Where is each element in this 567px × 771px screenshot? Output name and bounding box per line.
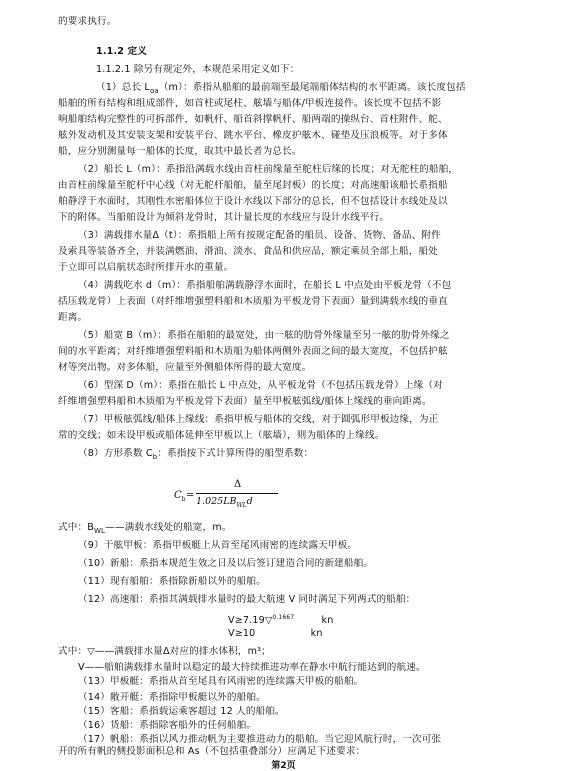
text-line: V——船舶满载排水量时以稳定的最大持续推进功率在静水中航行能达到的航速。 xyxy=(78,662,426,673)
text-line: （14）敞开艇：系指除甲板艇以外的船舶。 xyxy=(78,692,266,703)
section-heading: 1.1.2 定义 xyxy=(96,46,148,57)
page-number: 第2页 xyxy=(271,761,296,771)
text-line: 于立即可以启航状态时所排开水的重量。 xyxy=(58,262,234,273)
text-line: （13）甲板艇：系指从首至尾具有风雨密的连续露天甲板的船舶。 xyxy=(78,676,364,687)
text-line: 及索具等装备齐全，并装满燃油、滑油、淡水、食品和供应品，额定乘员全部上船，船处 xyxy=(58,246,439,257)
text-line: 材等突出物。对多体船，应量至外侧船体所得的最大宽度。 xyxy=(58,362,312,373)
block-coefficient-formula xyxy=(174,479,294,513)
speed-condition-1 xyxy=(228,612,428,627)
definition-overall-length xyxy=(96,82,518,97)
formula-denominator: $1.025LB_{WL}d$ xyxy=(196,496,253,509)
text-line: （5）船宽 B（m）：系指在船舶的最宽处，由一舷的肋骨外缘量至另一舷的肋骨外缘之 xyxy=(78,330,450,341)
text-span: V≥7.19▽ xyxy=(228,615,273,627)
text-line: 开的所有帆的侧投影面积总和 As（不包括重叠部分）应满足下述要求： xyxy=(58,746,366,757)
text-line: 船，应分别测量每一船体的长度，取其中最长者为总长。 xyxy=(58,146,302,157)
text-span: （1）总长 L xyxy=(96,82,150,93)
formula-numerator: Δ xyxy=(234,479,242,490)
text-line: 距离。 xyxy=(58,312,88,323)
text-span: ：系指按下式计算所得的船型系数： xyxy=(157,448,314,459)
text-span: ——满载水线处的船宽，m。 xyxy=(105,522,232,533)
formula-equals: = xyxy=(186,490,195,501)
text-line: （4）满载吃水 d（m）：系指船舶满载静浮水面时，在船长 L 中点处由平板龙骨（不包 xyxy=(78,280,452,291)
text-line: 1.1.2.1 除另有规定外，本规范采用定义如下： xyxy=(96,64,300,75)
text-line: 舶静浮于水面时，其刚性水密船体位于设计水线以下部分的总长，但不包括设计水线处及以 xyxy=(58,196,448,207)
definition-block-coefficient xyxy=(78,448,518,463)
text-line: （11）现有船舶：系指除新船以外的船舶。 xyxy=(78,576,266,587)
text-line: 的要求执行。 xyxy=(58,16,117,27)
text-line: （16）货船：系指除客船外的任何船舶。 xyxy=(78,720,257,731)
text-span: V≥10 xyxy=(228,628,256,639)
text-span: （m）：系指从船舶的最前端至最尾端船体结构的水平距离。该长度包括 xyxy=(158,82,466,93)
text-line: （15）客船：系指载运乘客超过 12 人的船舶。 xyxy=(78,706,285,717)
text-line: （3）满载排水量Δ（t）：系指船上所有按规定配备的船员、设备、货物、备品、附件 xyxy=(78,230,441,241)
text-line: （9）干舷甲板：系指甲板艇上从首至尾风雨密的连续露天甲板。 xyxy=(78,540,358,551)
text-line: 响船舶结构完整性的可拆部件，如帆杆、船首斜撑帆杆、船两端的操纵台、首柱附件、舵、 xyxy=(58,114,448,125)
formula-legend: 式中：▽——满载排水量Δ对应的排水体积，m³； xyxy=(58,646,271,657)
subscript: oa xyxy=(149,86,159,95)
text-line: 间的水平距离；对纤维增强塑料船和木质船为船体两侧外表面之间的最大宽度，不包括护舷 xyxy=(58,346,448,357)
formula-lhs: $C_b$ xyxy=(174,490,186,503)
text-line: （7）甲板舷弧线/船体上缘线：系指甲板与船体的交线，对于圆弧形甲板边缘，为正 xyxy=(78,414,439,425)
unit-label: kn xyxy=(310,628,323,639)
fraction-bar xyxy=(196,493,278,494)
text-line: 括压载龙骨）上表面（对纤维增强塑料船和木质船为平板龙骨下表面）量到满载水线的垂直 xyxy=(58,296,448,307)
text-line: （17）帆船：系指以风力推动帆为主要推进动力的船舶。当它迎风航行时，一次可张 xyxy=(78,734,442,745)
text-line: （6）型深 D（m）：系指在船长 L 中点处，从平板龙骨（不包括压载龙骨）上缘（对 xyxy=(78,380,443,391)
subscript: b xyxy=(152,452,158,461)
text-line: 常的交线；如未设甲板或船体延伸至甲板以上（舷墙），则为船体的上缘线。 xyxy=(58,430,385,441)
speed-condition-2 xyxy=(228,628,428,640)
text-line: 由首柱前缘量至舵杆中心线（对无舵杆船舶，量至尾封板）的长度；对高速船该船长系指船 xyxy=(58,180,448,191)
subscript: WL xyxy=(93,526,106,535)
formula-legend xyxy=(58,522,518,537)
text-line: 舷外发动机及其安装支架和安装平台、跳水平台、橡皮护舷木、碰垫及压浪板等。对于多体 xyxy=(58,130,448,141)
text-span: 式中：B xyxy=(58,522,94,533)
text-line: （2）船长 L（m）：系指沿满载水线由首柱前缘量至舵柱后缘的长度；对无舵柱的船舶， xyxy=(78,164,459,175)
superscript: 0.1667 xyxy=(272,614,295,621)
text-line: 纤维增强塑料船和木质船为平板龙骨下表面）量至甲板舷弧线/船体上缘线的垂向距离。 xyxy=(58,396,432,407)
unit-label: kn xyxy=(321,615,334,627)
text-line: （12）高速船：系指其满载排水量时的最大航速 V 同时满足下列两式的船舶： xyxy=(78,594,416,605)
text-line: （10）新船：系指本规范生效之日及以后签订建造合同的新建船舶。 xyxy=(78,558,374,569)
text-line: 船舶的所有结构和组成部件，如首柱或尾柱、舷墙与船体/甲板连接件。该长度不包括不影 xyxy=(58,98,442,109)
text-span: （8）方形系数 C xyxy=(78,448,153,459)
text-line: 下的附体。当船舶设计为倾斜龙骨时，其计量长度的水线应与设计水线平行。 xyxy=(58,212,390,223)
